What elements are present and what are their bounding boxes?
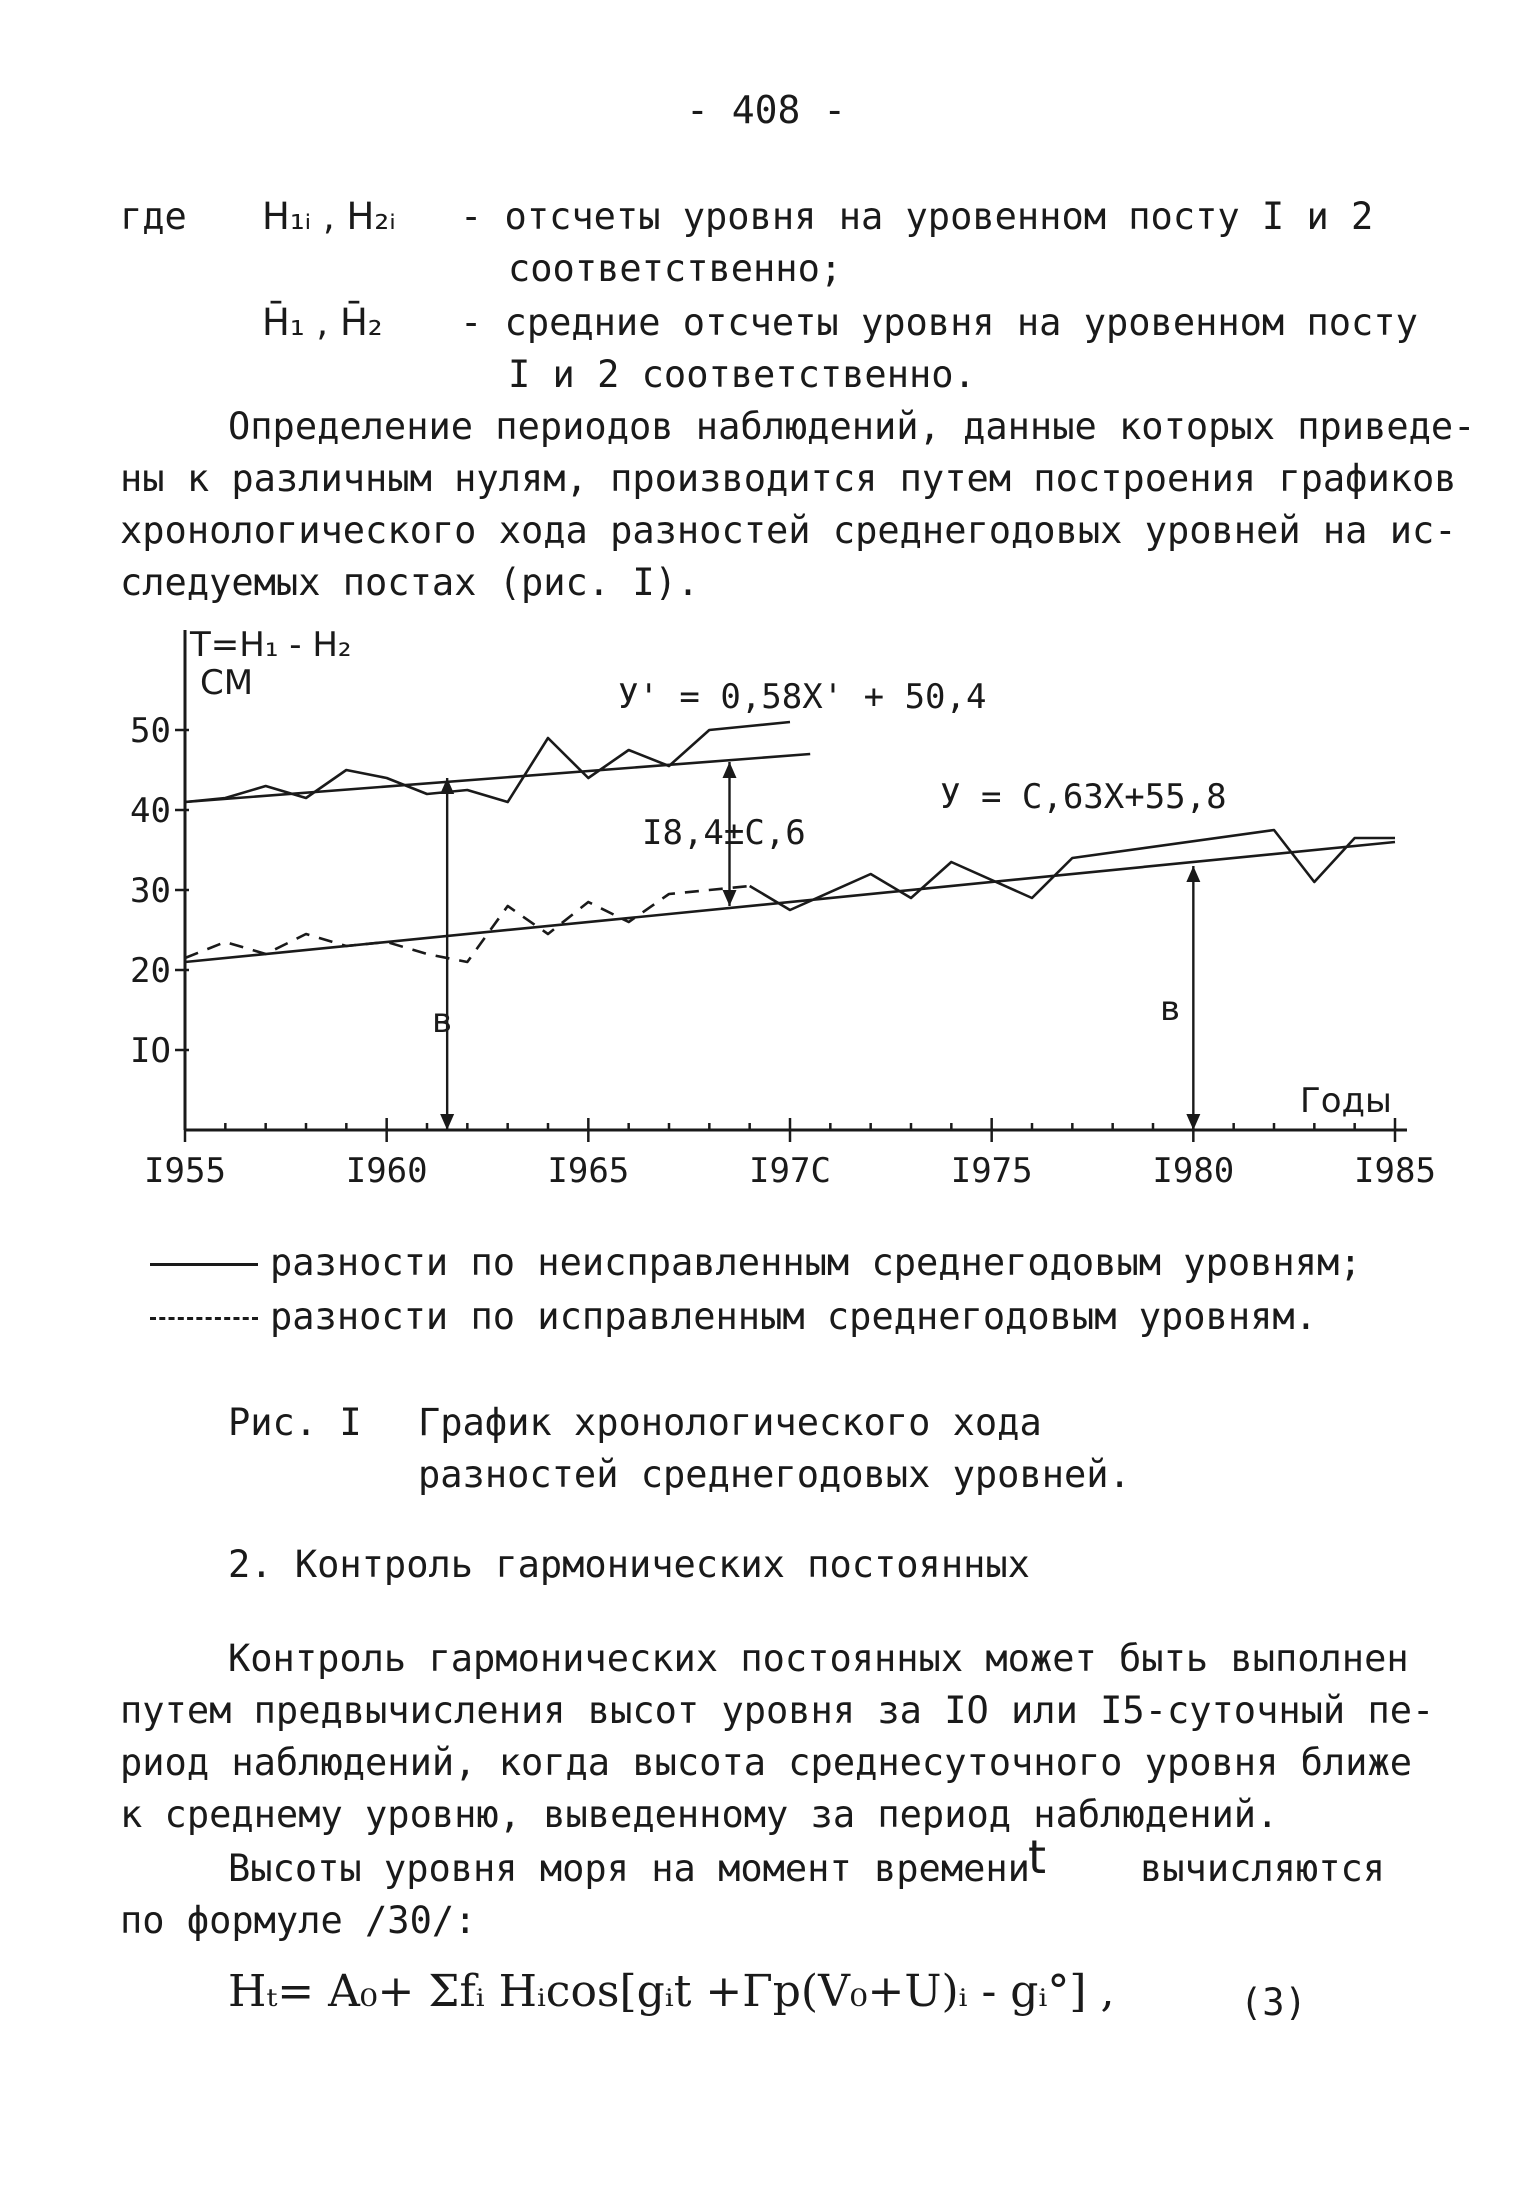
equation-lower: У = C,63X+55,8 (940, 777, 1227, 817)
x-tick-label: I955 (144, 1151, 226, 1191)
marker-arrow-head-bottom (723, 890, 737, 906)
marker-label-right: в (1160, 989, 1181, 1029)
para1-line2: ны к различным нулям, производится путем построения графиков (120, 457, 1457, 500)
y-tick-label: 50 (130, 711, 171, 751)
para1-line3: хронологического хода разностей среднегодовых уровней на ис- (120, 509, 1457, 552)
equation-upper: У' = 0,58X' + 50,4 (618, 677, 987, 717)
symbol-h1i-h2i: H₁ᵢ , H₂ᵢ (262, 195, 396, 238)
def1-line2: соответственно; (508, 247, 843, 290)
symbol-h1-h2-mean: H̄₁ , H̄₂ (262, 301, 383, 344)
y-axis-label-line1: T=H₁ - H₂ (190, 625, 352, 665)
y-tick-label: 40 (130, 791, 171, 831)
y-tick-label: 20 (130, 951, 171, 991)
y-tick-label: 30 (130, 871, 171, 911)
time-symbol: t (1028, 1830, 1047, 1884)
para2-line3: риод наблюдений, когда высота среднесуточного уровня ближе (120, 1741, 1413, 1784)
caption-label: Рис. I (228, 1401, 362, 1444)
x-tick-label: I965 (547, 1151, 630, 1191)
para2-line4: к среднему уровню, выведенному за период наблюдений. (120, 1793, 1279, 1836)
para2-line2: путем предвычисления высот уровня за IO или I5-суточный пе- (120, 1689, 1435, 1732)
para1-line1: Определение периодов наблюдений, данные которых приведе- (228, 405, 1476, 448)
formula-number: (3) (1240, 1981, 1307, 2024)
formula: Hₜ= A₀+ Σfᵢ Hᵢcos[gᵢt +Γp(V₀+U)ᵢ - gᵢ°] , (228, 1966, 1115, 2017)
series-trend_lower (185, 842, 1395, 962)
x-tick-label: I985 (1354, 1151, 1436, 1191)
legend-dashed-swatch (150, 1317, 258, 1320)
def2-line1: - средние отсчеты уровня на уровенном посту (460, 301, 1418, 344)
marker-arrow-head-top (1186, 866, 1200, 882)
legend-solid-swatch (150, 1263, 258, 1266)
para3-line2: по формуле /30/: (120, 1899, 477, 1942)
def2-line2: I и 2 соответственно. (508, 353, 976, 396)
x-tick-label: I960 (345, 1151, 428, 1191)
difference-annotation: I8,4±C,6 (642, 813, 806, 853)
para3-line1-before: Высоты уровня моря на момент времени (228, 1847, 1030, 1890)
level-difference-chart (0, 600, 1514, 1220)
caption-line1: График хронологического хода (418, 1401, 1042, 1444)
series-lower_uncorrected (750, 830, 1395, 910)
marker-arrow-head-bottom (1186, 1114, 1200, 1130)
legend-dashed (150, 1290, 1317, 1344)
series-trend_upper (185, 754, 810, 802)
where-label: где (120, 195, 187, 238)
x-tick-label: I975 (950, 1151, 1033, 1191)
marker-arrow-head-top (723, 762, 737, 778)
para3-line1-after: вычисляются (1140, 1847, 1386, 1890)
marker-arrow-head-bottom (440, 1114, 454, 1130)
def1-line1: - отсчеты уровня на уровенном посту I и 2 (460, 195, 1374, 238)
caption-line2: разностей среднегодовых уровней. (418, 1453, 1131, 1496)
para1-line4: следуемых постах (рис. I). (120, 561, 700, 604)
legend-solid (150, 1236, 1362, 1290)
x-tick-label: I97C (749, 1151, 831, 1191)
y-tick-label: IO (130, 1031, 171, 1071)
legend-dashed-text: разности по исправленным среднегодовым уровням. (270, 1295, 1317, 1338)
chart-labels (189, 625, 1392, 1121)
marker-label-left: в (432, 1001, 453, 1041)
page-number: - 408 - (686, 88, 847, 132)
x-tick-label: I980 (1152, 1151, 1235, 1191)
series-lower_corrected (185, 886, 750, 962)
x-axis-label: Годы (1300, 1081, 1392, 1121)
legend-solid-text: разности по неисправленным среднегодовым уровням; (270, 1241, 1362, 1284)
section-heading: 2. Контроль гармонических постоянных (228, 1543, 1030, 1586)
para2-line1: Контроль гармонических постоянных может быть выполнен (228, 1637, 1409, 1680)
y-axis-label-line2: СМ (200, 663, 254, 703)
